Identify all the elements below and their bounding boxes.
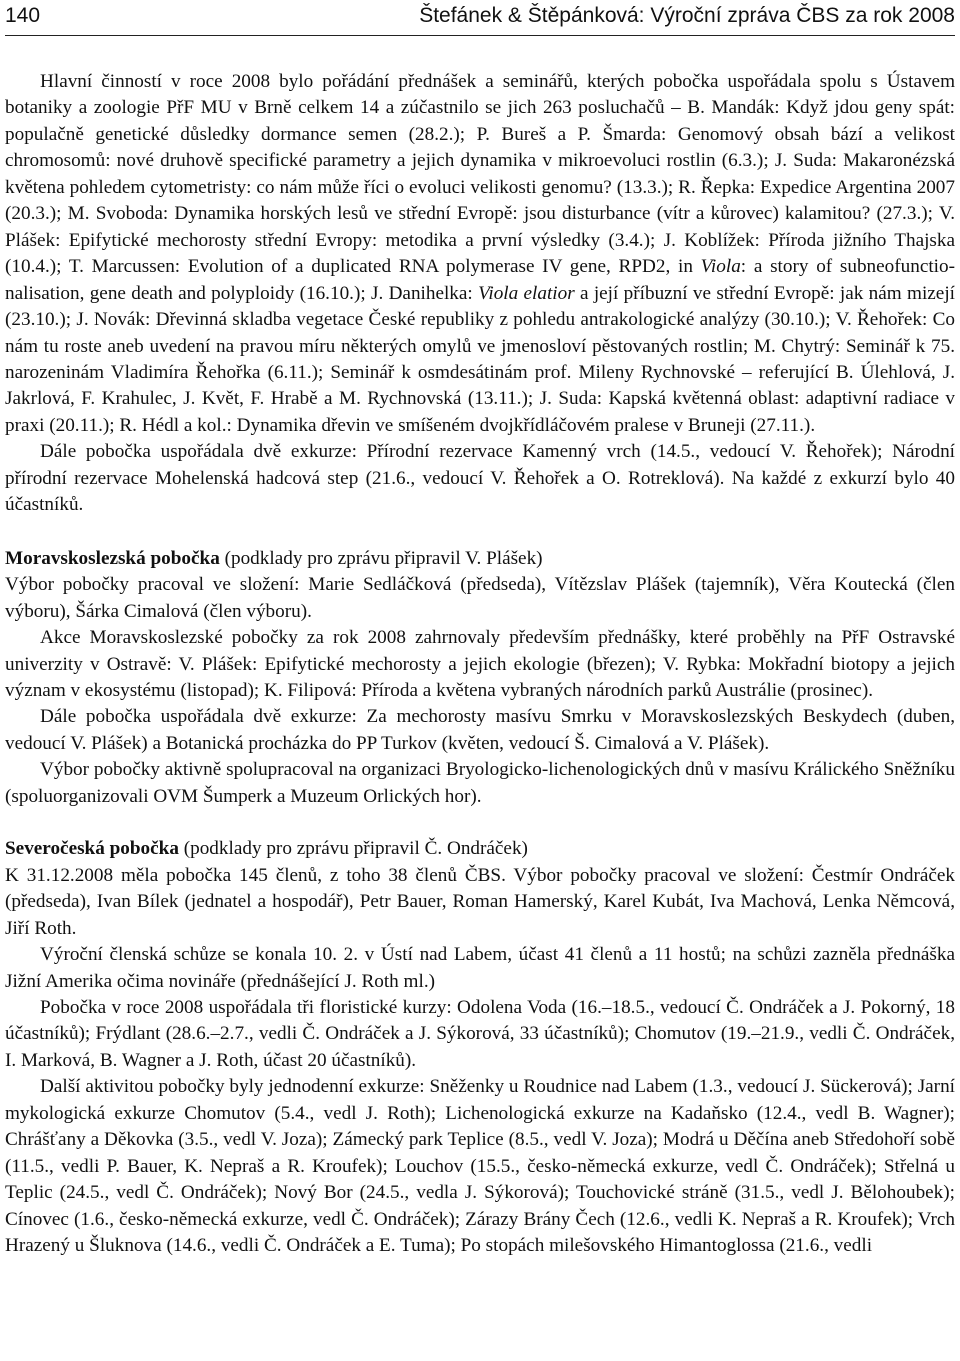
section-spacer [5, 810, 955, 836]
section-title: Severočeská pobočka [5, 838, 179, 860]
paragraph-text: a její příbuzní ve střední Evropě: jak nám mizejí (23.10.); J. Novák: Dřevinná skladba vegetace České republiky z pohledu antrakologické analýzy (30.10.); V. Řehořek: Co nám tu roste aneb uvedení na pravou míru některých omylů ve jmenosloví pěstovaných rostlin; M. Chytrý: Seminář k 75. narozeninám Vladimíra Řehořka (6.11.); Seminář k osmdesátinám prof. Mileny Rychnovské – referující B. Úlehlová, J. Jakrlová, F. Krahulec, J. Květ, F. Hrabě a M. Rychnovská (13.11.); J. Suda: Kapská květenná oblast: adaptivní radiace v praxi (20.11.); R. Hédl a kol.: Dynamika dřevin ve smíšeném dvojkřídláčovém pralese v Bruneji (27.11.). [5, 282, 955, 436]
page-body [5, 69, 955, 1259]
section-subtitle: (podklady pro zprávu připravil Č. Ondráček) [178, 838, 528, 860]
section-spacer [5, 519, 955, 546]
paragraph-cooperation: Výbor pobočky aktivně spolupracoval na organizaci Bryologicko-lichenologických dnů v masívu Králického Sněžníku (spoluorganizovali OVM Šumperk a Muzeum Orlických hor). [5, 759, 955, 807]
paragraph-excursions: Dále pobočka uspořádala dvě exkurze: Za mechorosty masívu Smrku v Moravskoslezských Beskydech (duben, vedoucí V. Plášek) a Botanická procházka do PP Turkov (květen, vedoucí Š. Cimalová a V. Plášek). [5, 706, 955, 754]
paragraph-events: Akce Moravskoslezské pobočky za rok 2008 zahrnovaly především přednášky, které proběhly na PřF Ostravské univerzity v Ostravě: V. Plášek: Epifytické mechorosty a jejich ekologie (březen); V. Rybka: Mokřadní biotopy a jejich význam v ekosystému (listopad); K. Filipová: Příroda a květena vybraných národních parků Austrálie (prosinec). [5, 627, 955, 701]
paragraph-day-excursions: Další aktivitou pobočky byly jednodenní exkurze: Sněženky u Roudnice nad Labem (1.3., vedoucí J. Sückerová); Jarní mykologická exkurze Chomutov (5.4., vedl J. Roth); Lichenologická exkurze na Kadaňsko (12.4., vedl B. Wagner); Chrášťany a Děkovka (3.5., vedl V. Joza); Zámecký park Teplice (8.5., vedl V. Joza); Modrá u Děčína aneb Středohoří sobě (11.5., vedli P. Bauer, K. Nepraš a R. Kroufek); Louchov (15.5., česko-německá exkurze, vedl Č. Ondráček); Střelná u Teplic (24.5., vedl Č. Ondráček); Nový Bor (24.5., vedla J. Sýkorová); Touchovické stráně (31.5., vedl J. Bělohoubek); Cínovec (1.6., česko-německá exkurze, vedl Č. Ondráček); Zárazy Brány Čech (12.6., vedli K. Nepraš a R. Kroufek); Vrch Hrazený u Šluknova (14.6., vedli Č. Ondráček a E. Tuma); Po stopách milešovského Himantoglossa (21.6., vedli [5, 1076, 955, 1257]
paragraph-text: Hlavní činností v roce 2008 bylo pořádání přednášek a seminářů, kterých pobočka uspořádala spolu s Ústavem botaniky a zoologie PřF MU v Brně celkem 14 a zúčastnilo se jich 263 posluchačů – B. Mandák: Když jdou geny spát: populačně genetické důsledky dormance semen (28.2.); P. Bureš a P. Šmarda: Genomový obsah bází a velikost chromosomů: nové druhově specifické parametry a jejich dynamika v mikroevoluci rostlin (6.3.); J. Suda: Makaronézská květena pohledem cytometristy: co nám může říci o evoluci velikosti genomu? (13.3.); R. Řepka: Expedice Argentina 2007 (20.3.); M. Svoboda: Dynamika horských lesů ve střední Evropě: jsou disturbance (vítr a kůrovec) kalamitou? (27.3.); V. Plášek: Epifytické mechorosty střední Evropy: metodika a první výsledky (3.4.); J. Koblížek: Příroda jižního Thajska (10.4.); T. Marcussen: Evolution of a duplicated RNA polymerase IV gene, RPD2, in [5, 71, 955, 278]
section-title: Moravskoslezská pobočka [5, 547, 220, 569]
page-number: 140 [5, 4, 41, 27]
section-heading-severoceska [5, 836, 955, 862]
taxon-name: Viola [700, 256, 741, 278]
page-header [5, 2, 955, 36]
section-subtitle: (podklady pro zprávu připravil V. Plášek) [219, 547, 543, 569]
taxon-name: Viola elatior [478, 282, 575, 304]
paragraph-courses: Pobočka v roce 2008 uspořádala tři floristické kurzy: Odolena Voda (16.–18.5., vedoucí Č. Ondráček a J. Pokorný, 18 účastníků); Frýdlant (28.6.–2.7., vedli Č. Ondráček a J. Sýkorová, 33 účastníků); Chomutov (19.–21.9., vedli Č. Ondráček, I. Marková, B. Wagner a J. Roth, účast 20 účastníků). [5, 996, 955, 1071]
running-title: Štefánek & Štěpánková: Výroční zpráva ČBS za rok 2008 [419, 4, 955, 27]
paragraph-excursions: Dále pobočka uspořádala dvě exkurze: Přírodní rezervace Kamenný vrch (14.5., vedoucí V. Řehořek); Národní přírodní rezervace Mohelenská hadcová step (21.6., vedoucí V. Řehořek a O. Rotreklová). Na každé z exkurzí bylo 40 účastníků. [5, 441, 955, 516]
paragraph-lectures [5, 69, 955, 439]
section-heading-moravskoslezska [5, 546, 955, 572]
paragraph-committee: Výbor pobočky pracoval ve složení: Marie Sedláčková (předseda), Vítězslav Plášek (tajemník), Věra Koutecká (člen výboru), Šárka Cimalová (člen výboru). [5, 574, 955, 622]
document-page [5, 0, 955, 1259]
paragraph-members: K 31.12.2008 měla pobočka 145 členů, z toho 38 členů ČBS. Výbor pobočky pracoval ve složení: Čestmír Ondráček (předseda), Ivan Bílek (jednatel a hospodář), Petr Bauer, Roman Hamerský, Karel Kubát, Iva Machová, Lenka Němcová, Jiří Roth. [5, 864, 955, 939]
paragraph-text: : a story of subneofunctionalisation, gene death and polyploidy (16.10.); J. Danihelka: [5, 256, 955, 304]
paragraph-annual-meeting: Výroční členská schůze se konala 10. 2. v Ústí nad Labem, účast 41 členů a 11 hostů; na schůzi zazněla přednáška Jižní Amerika očima novináře (přednášející J. Roth ml.) [5, 944, 955, 992]
